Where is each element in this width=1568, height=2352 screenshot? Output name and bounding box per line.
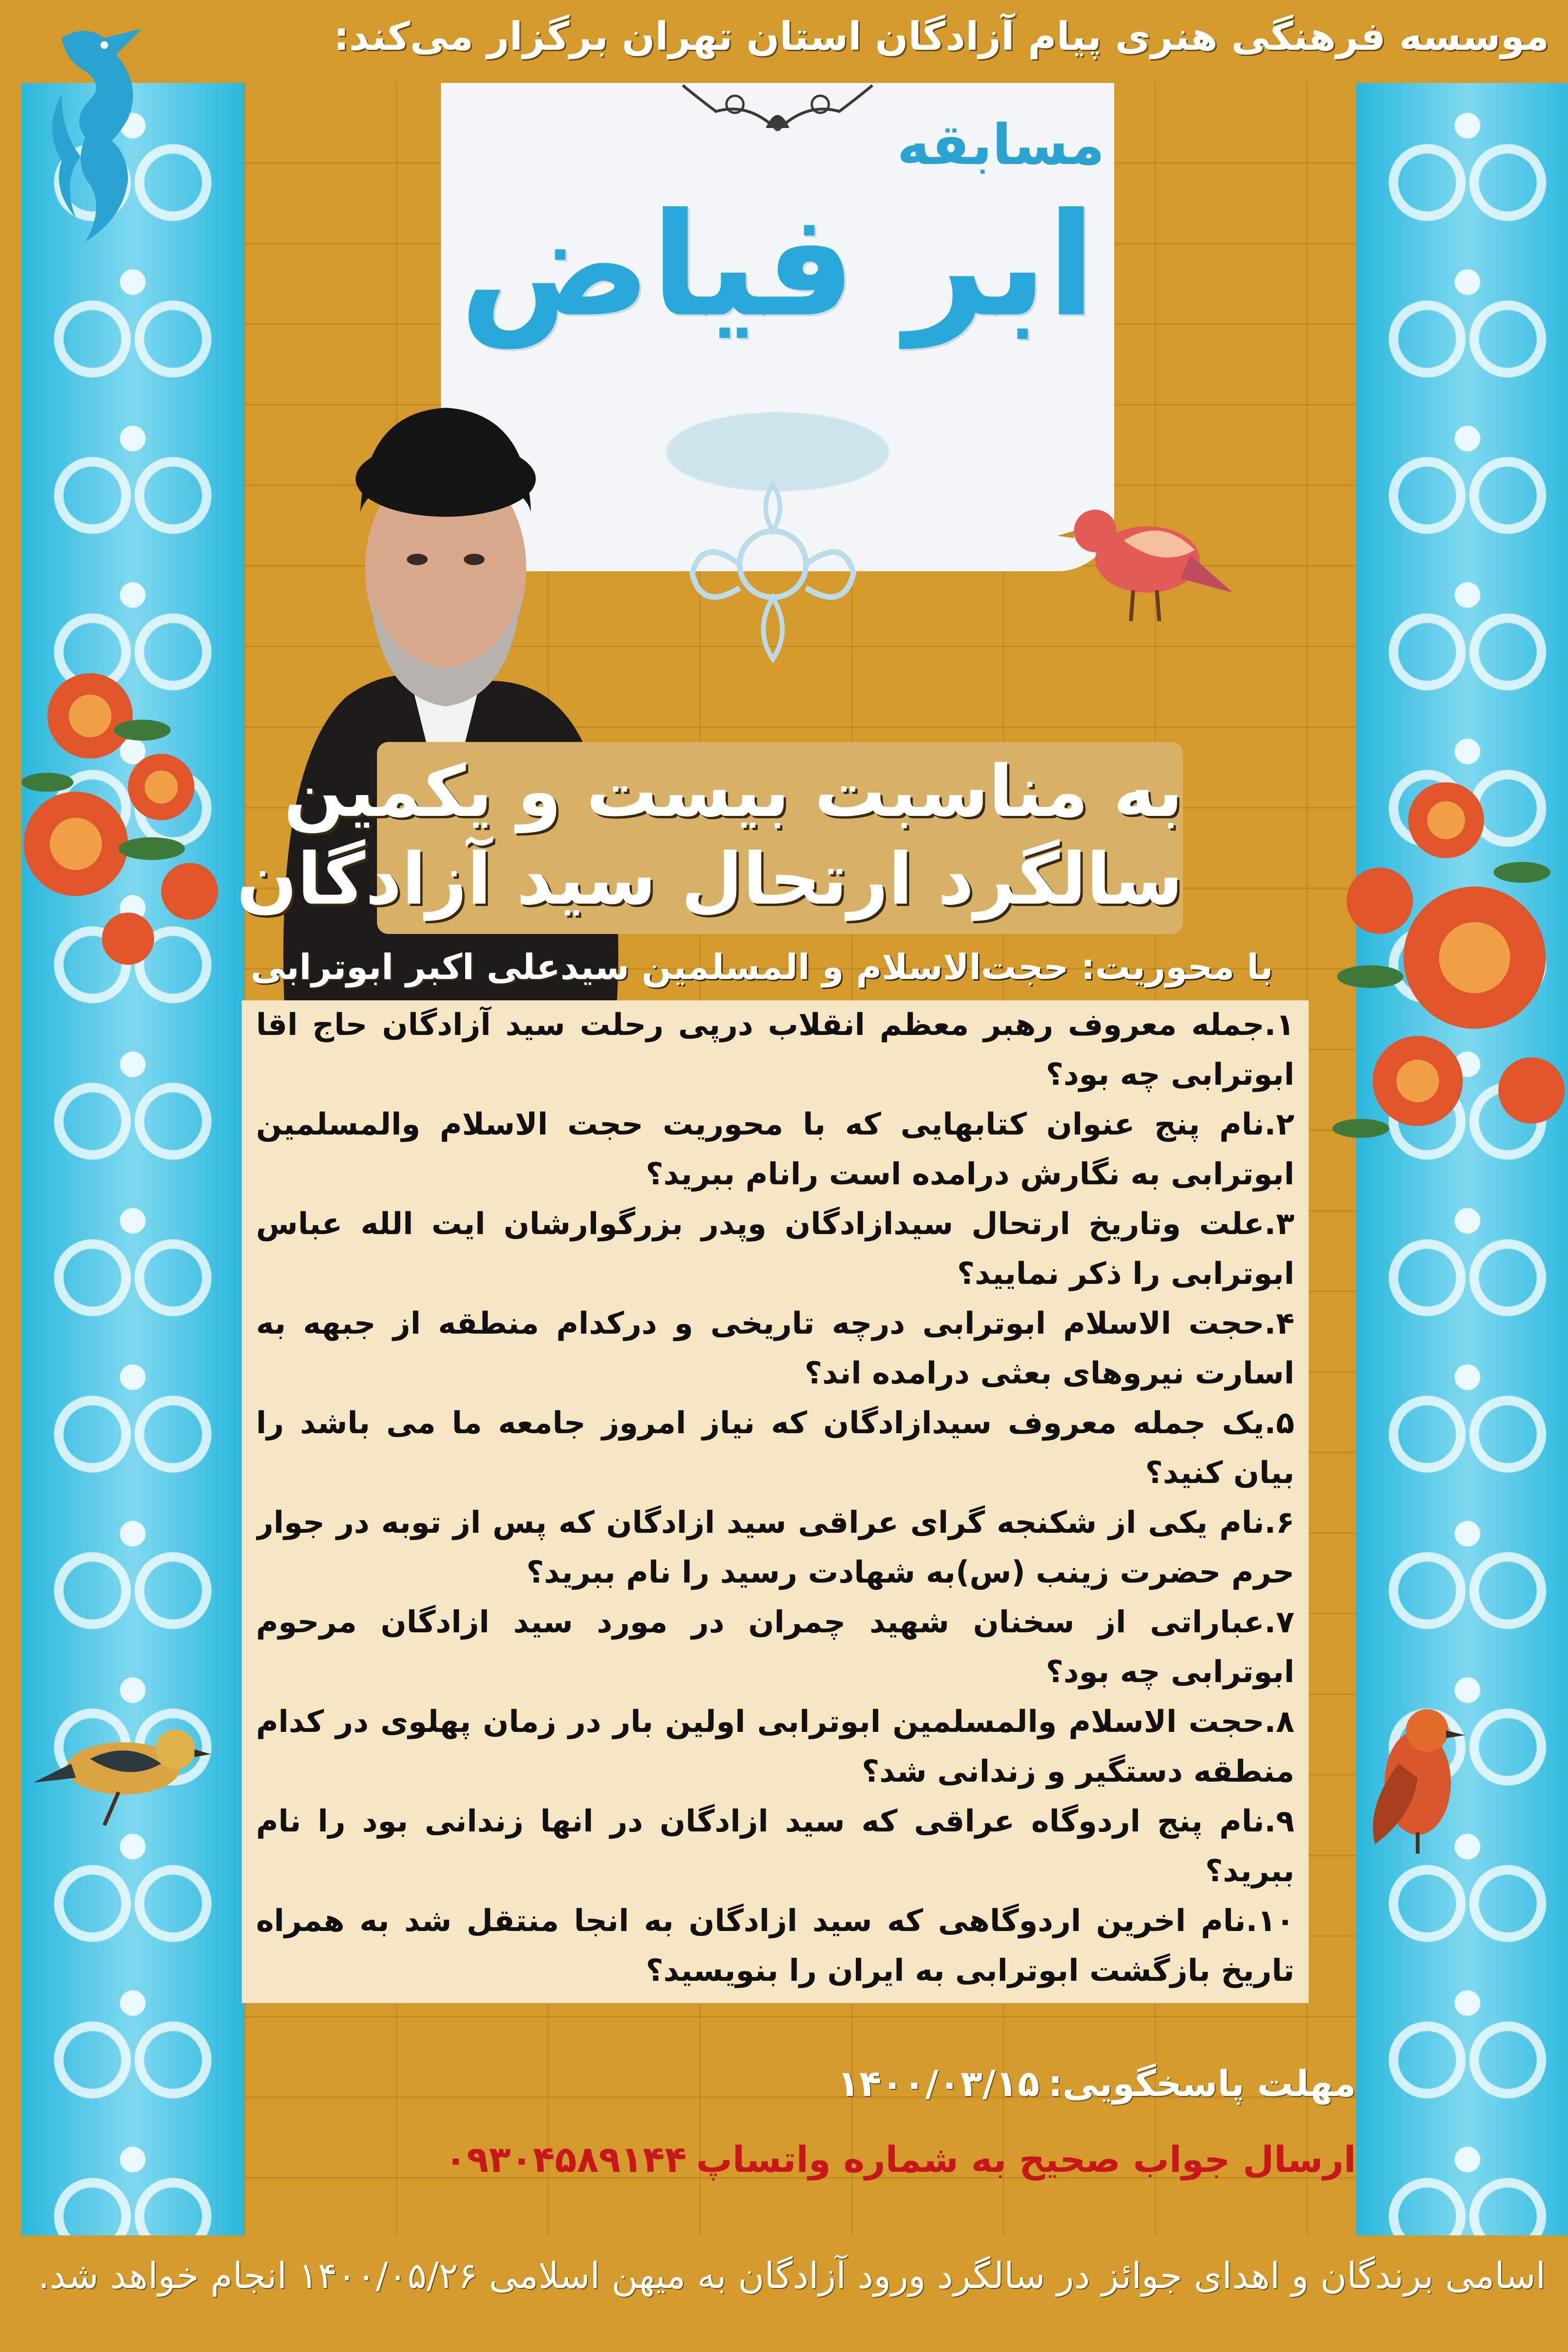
question-item: ۴.حجت الاسلام ابوترابی درچه تاریخی و درکدام منطقه از جبهه به اسارت نیروهای بعثی درامده اند؟ — [256, 1306, 1294, 1391]
submit-line — [445, 2133, 1356, 2186]
flower-bouquet-icon — [1275, 759, 1568, 1166]
question-item: ۱۰.نام اخرین اردوگاهی که سید ازادگان به انجا منتقل شد به همراه تاریخ بازگشت ابوترابی به ایران را بنویسید؟ — [256, 1904, 1294, 1988]
questions-box — [242, 1000, 1309, 2003]
question-item: ۵.یک جمله معروف سیدازادگان که نیاز امروز جامعه ما می باشد را بیان کنید؟ — [256, 1406, 1294, 1491]
question-item: ۲.نام پنج عنوان کتابهایی که با محوریت حجت الاسلام والمسلمین ابوترابی به نگارش درامده است رانام ببرید؟ — [256, 1107, 1294, 1192]
question-item: ۶.نام یکی از شکنجه گرای عراقی سید ازادگان که پس از توبه در جوار حرم حضرت زینب (س)به شهادت رسید را نام ببرید؟ — [256, 1505, 1294, 1590]
arabesque-ornament-bottom — [673, 479, 872, 664]
occasion-line-2: سالگرد ارتحال سید آزادگان — [236, 838, 1183, 921]
organizer-header: موسسه فرهنگی هنری پیام آزادگان استان تهران برگزار می‌کند: — [333, 14, 1549, 59]
title-small: مسابقه — [897, 112, 1105, 177]
question-item: ۷.عباراتی از سخنان شهید چمران در مورد سید ازادگان مرحوم ابوترابی چه بود؟ — [256, 1605, 1294, 1690]
question-item: ۱.جمله معروف رهبر معظم انقلاب درپی رحلت سید آزادگان حاج اقا ابوترابی چه بود؟ — [256, 1007, 1294, 1092]
bird-icon — [1053, 498, 1233, 631]
deadline-label: مهلت پاسخگویی: — [1048, 2062, 1356, 2105]
dove-logo-icon — [33, 19, 156, 247]
occasion-box — [236, 742, 1183, 934]
phone-number: ۰۹۳۰۴۵۸۹۱۴۴ — [445, 2138, 687, 2180]
focus-line: با محوریت: حجت‌الاسلام و المسلمین سیدعلی اکبر ابوترابی — [250, 947, 1273, 988]
question-item: ۳.علت وتاریخ ارتحال سیدازادگان وپدر بزرگوارشان ایت الله عباس ابوترابی را ذکر نمایید؟ — [256, 1207, 1294, 1291]
deadline-date: ۱۴۰۰/۰۳/۱۵ — [837, 2062, 1040, 2105]
occasion-line-1: به مناسبت بیست و یکمین — [284, 750, 1183, 833]
footer-note: اسامی برندگان و اهدای جوائز در سالگرد ورود آزادگان به میهن اسلامی ۱۴۰۰/۰۵/۲۶ انجام خواهد شد. — [38, 2254, 1546, 2297]
bird-icon — [33, 1711, 213, 1830]
left-tile-panel — [21, 83, 244, 2235]
question-item: ۹.نام پنج اردوگاه عراقی که سید ازادگان در انها زندانی بود را نام ببرید؟ — [256, 1804, 1294, 1889]
bird-icon — [1347, 1702, 1489, 1854]
flower-bouquet-icon — [19, 645, 284, 977]
submit-label: ارسال جواب صحیح به شماره واتساپ — [696, 2138, 1356, 2180]
deadline — [740, 2058, 1356, 2110]
title-large: ابر فیاض — [459, 183, 1096, 348]
question-item: ۸.حجت الاسلام والمسلمین ابوترابی اولین بار در زمان پهلوی در کدام منطقه دستگیر و زندانی شد؟ — [256, 1704, 1294, 1789]
